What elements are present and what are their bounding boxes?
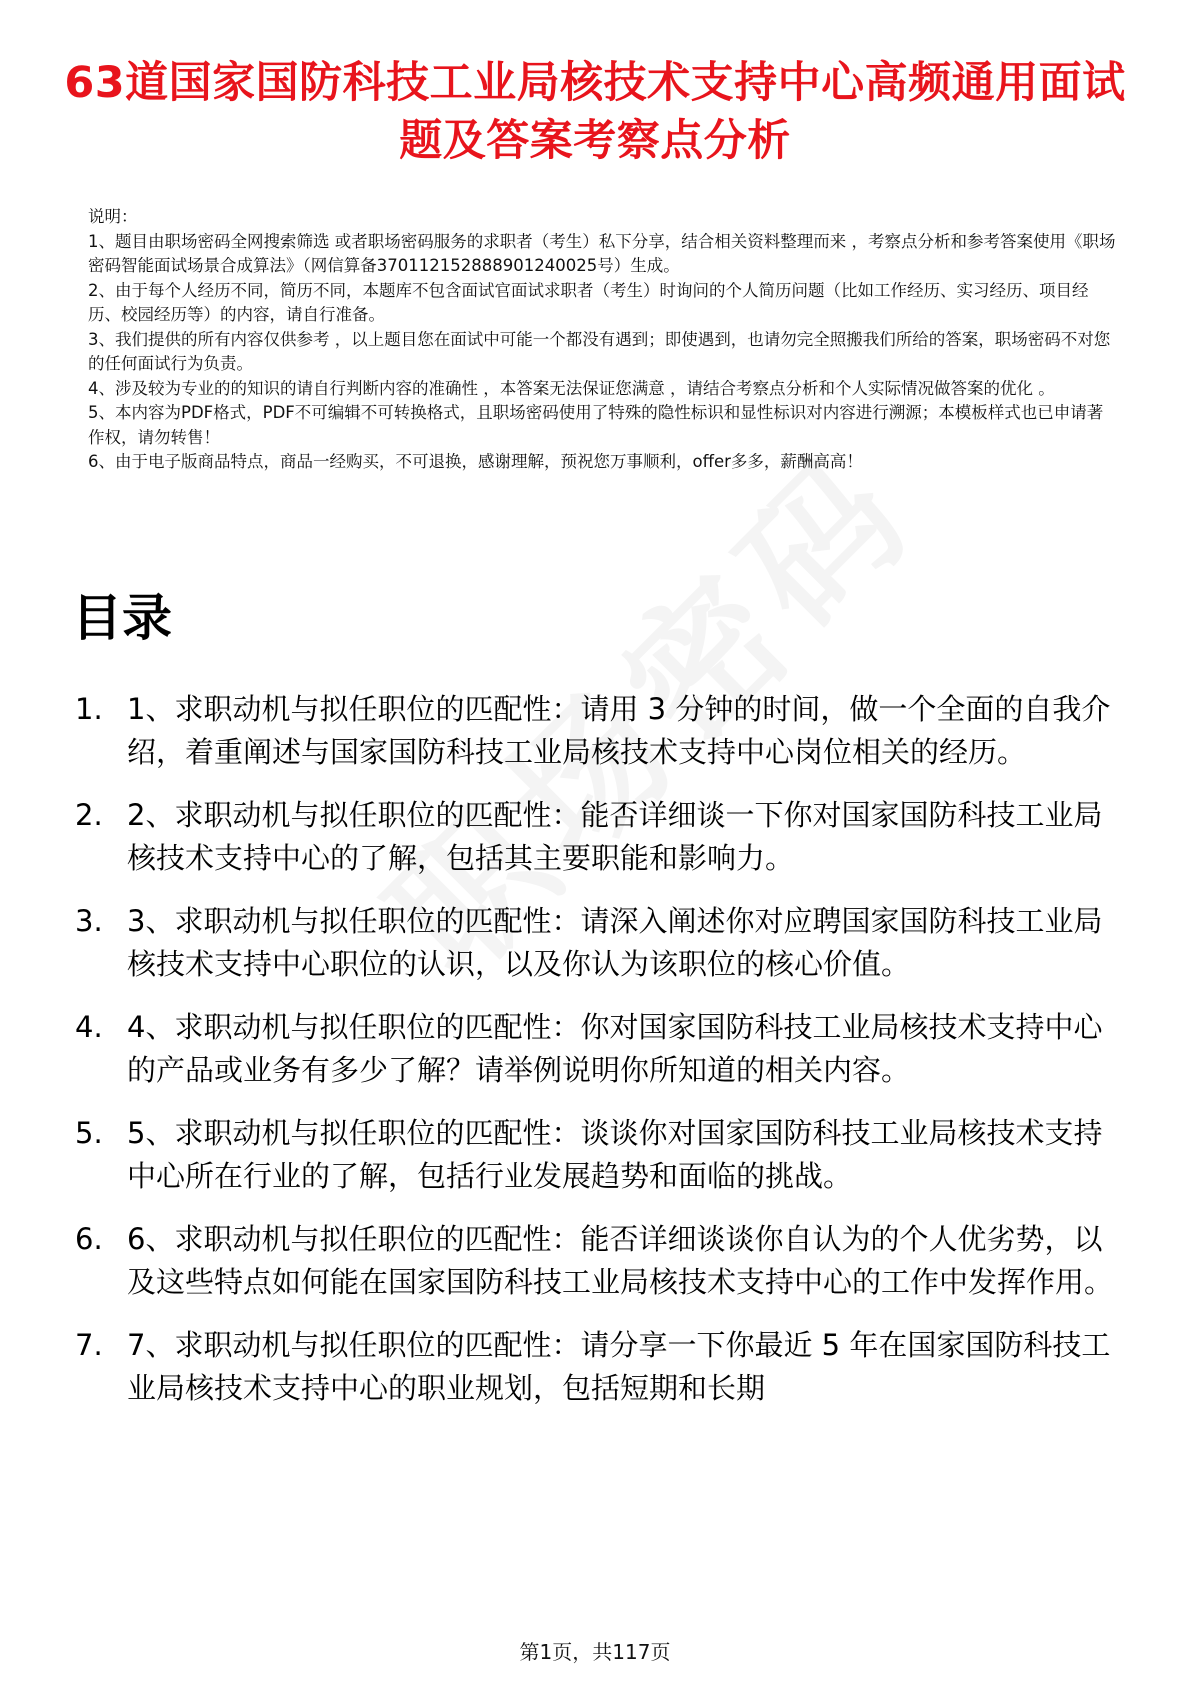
toc-item[interactable] [75,1324,1120,1410]
toc-item-number: 5. [75,1116,103,1150]
toc-item[interactable] [75,1112,1120,1198]
notes-heading: 说明： [88,207,138,226]
note-item: 1、题目由职场密码全网搜索筛选 或者职场密码服务的求职者（考生）私下分享，结合相关资料整理而来 ，考察点分析和参考答案使用《职场密码智能面试场景合成算法》（网信算备370112152888901240025号）生成。 [88,231,1116,275]
toc-item-number: 1. [75,692,103,726]
note-item: 6、由于电子版商品特点，商品一经购买，不可退换，感谢理解，预祝您万事顺利，offer多多，薪酬高高！ [88,452,863,471]
note-item: 2、由于每个人经历不同，简历不同，本题库不包含面试官面试求职者（考生）时询问的个人简历问题（比如工作经历、实习经历、项目经历、校园经历等）的内容，请自行准备。 [88,280,1089,324]
toc-list [75,688,1120,1430]
toc-item-text[interactable]: 3、求职动机与拟任职位的匹配性：请深入阐述你对应聘国家国防科技工业局核技术支持中心职位的认识，以及你认为该职位的核心价值。 [127,904,1103,981]
document-title: 63道国家国防科技工业局核技术支持中心高频通用面试题及答案考察点分析 [64,58,1126,166]
toc-item-text[interactable]: 7、求职动机与拟任职位的匹配性：请分享一下你最近 5 年在国家国防科技工业局核技术支持中心的职业规划，包括短期和长期 [127,1328,1111,1405]
toc-item-number: 7. [75,1328,103,1362]
page-footer: 第1页，共117页 [519,1640,671,1664]
toc-item[interactable] [75,1218,1120,1304]
toc-item[interactable] [75,900,1120,986]
toc-item-text[interactable]: 5、求职动机与拟任职位的匹配性：谈谈你对国家国防科技工业局核技术支持中心所在行业的了解，包括行业发展趋势和面临的挑战。 [127,1116,1103,1193]
toc-item[interactable] [75,1006,1120,1092]
toc-item-number: 3. [75,904,103,938]
toc-item-text[interactable]: 1、求职动机与拟任职位的匹配性：请用 3 分钟的时间，做一个全面的自我介绍，着重阐述与国家国防科技工业局核技术支持中心岗位相关的经历。 [127,692,1111,769]
toc-heading: 目录 [72,589,172,647]
toc-item-text[interactable]: 4、求职动机与拟任职位的匹配性：你对国家国防科技工业局核技术支持中心的产品或业务有多少了解？请举例说明你所知道的相关内容。 [127,1010,1103,1087]
toc-item-number: 2. [75,798,103,832]
notes-section [88,205,1118,475]
toc-item[interactable] [75,794,1120,880]
note-item: 4、涉及较为专业的的知识的请自行判断内容的准确性 ，本答案无法保证您满意 ，请结合考察点分析和个人实际情况做答案的优化 。 [88,378,1055,398]
toc-item-number: 4. [75,1010,103,1044]
note-item: 5、本内容为PDF格式，PDF不可编辑不可转换格式，且职场密码使用了特殊的隐性标识和显性标识对内容进行溯源；本模板样式也已申请著作权，请勿转售！ [88,403,1104,447]
toc-item-text[interactable]: 2、求职动机与拟任职位的匹配性：能否详细谈一下你对国家国防科技工业局核技术支持中心的了解，包括其主要职能和影响力。 [127,798,1103,875]
note-item: 3、我们提供的所有内容仅供参考 ，以上题目您在面试中可能一个都没有遇到；即使遇到，也请勿完全照搬我们所给的答案，职场密码不对您的任何面试行为负责。 [88,329,1111,373]
toc-item[interactable] [75,688,1120,774]
toc-item-number: 6. [75,1222,103,1256]
toc-item-text[interactable]: 6、求职动机与拟任职位的匹配性：能否详细谈谈你自认为的个人优劣势，以及这些特点如何能在国家国防科技工业局核技术支持中心的工作中发挥作用。 [127,1222,1114,1299]
